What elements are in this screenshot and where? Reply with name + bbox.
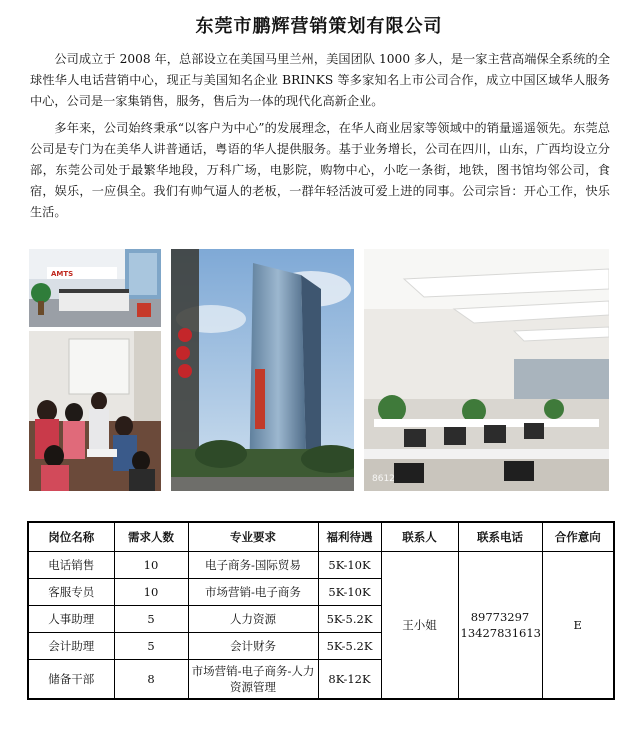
cell-salary: 5K-5.2K <box>318 606 381 633</box>
cell-major: 市场营销-电子商务-人力资源管理 <box>188 660 318 700</box>
cell-position: 储备干部 <box>28 660 114 700</box>
cell-intent: E <box>542 552 614 700</box>
cell-major: 电子商务-国际贸易 <box>188 552 318 579</box>
open-office-photo <box>364 249 609 491</box>
header-contact: 联系人 <box>381 522 458 552</box>
reception-logo-text: AMTS <box>51 270 74 278</box>
cell-position: 人事助理 <box>28 606 114 633</box>
cell-salary: 5K-10K <box>318 579 381 606</box>
philosophy-paragraph: 多年来，公司始终秉承“以客户为中心”的发展理念，在华人商业居家等领域中的销量遥遥领先。东莞总公司是专门为在美华人讲普通话，粤语的华人提供服务。基于业务增长，公司在四川，山东，广西均设立分部，东莞公司处于最繁华地段，万科广场，电影院，购物中心，小吃一条街，地铁，图书馆均邻公司，食宿，娱乐，一应俱全。我们有帅气逼人的老板，一群年轻活波可爱上进的同事。公司宗旨：开心工作，快乐生活。 <box>30 121 610 219</box>
cell-count: 8 <box>114 660 188 700</box>
header-position: 岗位名称 <box>28 522 114 552</box>
training-room-photo <box>29 331 161 491</box>
cell-count: 10 <box>114 552 188 579</box>
cell-major: 会计财务 <box>188 633 318 660</box>
cell-phone <box>458 552 542 700</box>
table-header-row <box>28 522 614 552</box>
header-count: 需求人数 <box>114 522 188 552</box>
cell-position: 客服专员 <box>28 579 114 606</box>
cell-position: 会计助理 <box>28 633 114 660</box>
job-table <box>27 521 615 700</box>
intro-paragraph: 公司成立于 2008 年，总部设立在美国马里兰州，美国团队 1000 多人，是一家主营高端保全系统的全球性华人电话营销中心，现正与美国知名企业 BRINKS 等多家知名上市公司合作，成立中国区域华人服务中心，公司是一家集销售，服务，售后为一体的现代化高新企业。 <box>30 52 610 108</box>
cell-major: 人力资源 <box>188 606 318 633</box>
cell-salary: 8K-12K <box>318 660 381 700</box>
cell-count: 5 <box>114 606 188 633</box>
phone-landline: 89773297 <box>470 610 530 624</box>
cell-contact: 王小姐 <box>381 552 458 700</box>
cell-count: 10 <box>114 579 188 606</box>
header-major: 专业要求 <box>188 522 318 552</box>
header-intent: 合作意向 <box>542 522 614 552</box>
phone-mobile: 13427831613 <box>460 626 541 640</box>
table-row <box>28 552 614 579</box>
reception-photo <box>29 249 161 327</box>
cell-major: 市场营销-电子商务 <box>188 579 318 606</box>
window-sign-text: 8612 <box>372 474 395 484</box>
office-tower-photo <box>171 249 354 491</box>
cell-position: 电话销售 <box>28 552 114 579</box>
header-phone: 联系电话 <box>458 522 542 552</box>
cell-count: 5 <box>114 633 188 660</box>
page-title: 东莞市鹏辉营销策划有限公司 <box>195 16 443 37</box>
header-salary: 福利待遇 <box>318 522 381 552</box>
cell-salary: 5K-10K <box>318 552 381 579</box>
cell-salary: 5K-5.2K <box>318 633 381 660</box>
